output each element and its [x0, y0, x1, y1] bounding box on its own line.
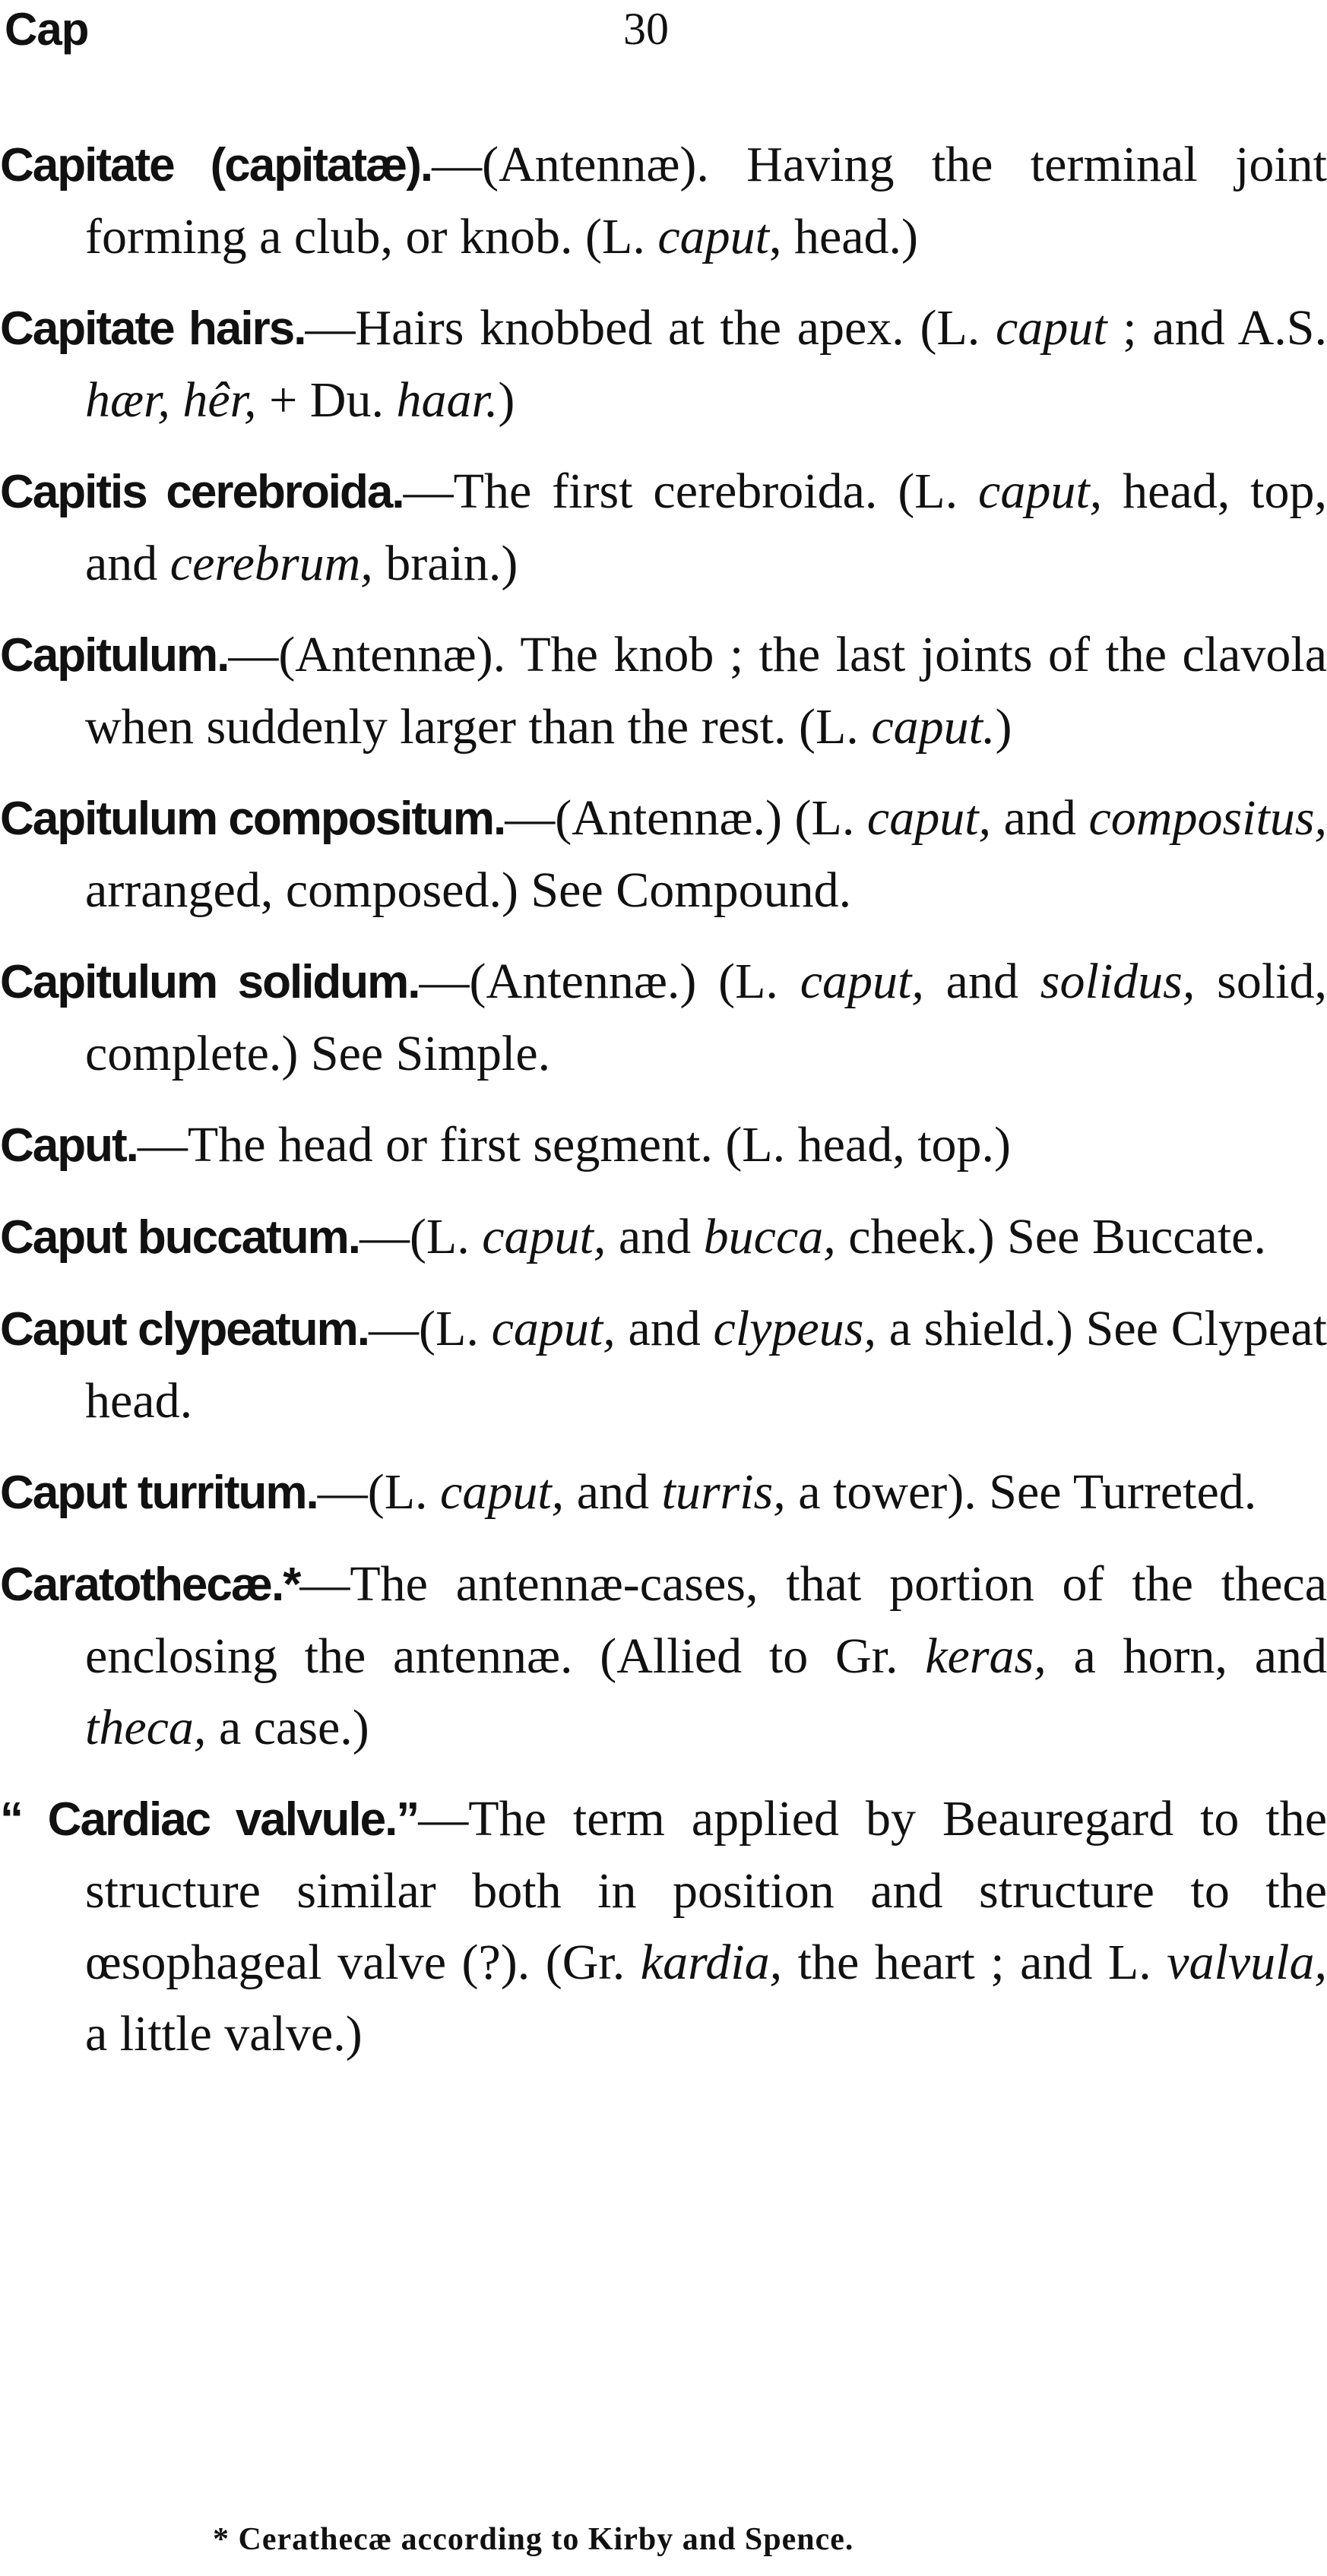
entry-text: ) — [498, 372, 515, 428]
dictionary-entry — [0, 946, 1327, 1090]
entry-text: —(L. — [317, 1464, 441, 1520]
entry-italic: bucca, — [703, 1209, 836, 1264]
entry-italic: clypeus, — [713, 1301, 876, 1356]
entry-text: arranged, composed.) See Compound. — [85, 862, 852, 918]
entry-text: a horn, and — [1046, 1628, 1327, 1684]
entry-headword: Caput buccatum. — [0, 1211, 359, 1264]
entry-headword: Caput turritum. — [0, 1467, 318, 1519]
entry-text: a little valve.) — [85, 2006, 363, 2062]
entry-text: a case.) — [206, 1700, 369, 1755]
entry-italic: caput, — [482, 1209, 606, 1264]
entry-headword: Caput clypeatum. — [0, 1303, 369, 1356]
entry-text: a shield.) See Clypeat head. — [85, 1301, 1327, 1429]
entry-text: head, top, and — [85, 464, 1327, 591]
entry-italic: caput, — [440, 1464, 565, 1520]
dictionary-entry — [0, 1201, 1327, 1274]
entry-text: , head.) — [768, 209, 919, 264]
entry-italic: kardia, — [640, 1935, 783, 1990]
entry-text: —(Antennæ.) (L. — [419, 954, 800, 1009]
entry-text: cheek.) See Buccate. — [835, 1209, 1266, 1264]
page-header — [0, 0, 1327, 68]
entry-italic: caput, — [800, 954, 924, 1009]
entry-italic: compositus, — [1088, 790, 1327, 846]
entry-text: and — [615, 1301, 714, 1356]
dictionary-entry — [0, 1457, 1327, 1529]
entry-text: —The first cerebroida. (L. — [403, 464, 979, 519]
entry-headword: Capitis cerebroida. — [0, 466, 404, 518]
entry-headword: Capitulum compositum. — [0, 793, 505, 845]
entry-text: and — [564, 1464, 662, 1520]
entry-headword: Capitate hairs. — [0, 302, 306, 355]
entry-text: brain.) — [372, 536, 518, 591]
entry-text: —Hairs knobbed at the apex. (L. — [305, 300, 996, 356]
entry-text: —(Antennæ). Having the terminal joint forming a club, or knob. (L. — [85, 137, 1327, 264]
dictionary-entry — [0, 129, 1327, 273]
entry-italic: haar. — [396, 372, 499, 428]
dictionary-entry — [0, 1783, 1327, 2070]
entry-italic: cerebrum, — [169, 536, 373, 591]
entry-italic: solidus, — [1040, 954, 1196, 1009]
entry-italic: caput, — [491, 1301, 616, 1356]
entry-italic: valvula, — [1167, 1935, 1327, 1990]
entry-italic: caput — [657, 209, 769, 264]
dictionary-entry — [0, 293, 1327, 436]
entry-text: —The head or first segment. (L. head, top.) — [137, 1117, 1012, 1172]
entry-text: —(L. — [359, 1209, 483, 1264]
entry-text: the heart ; and L. — [782, 1935, 1167, 1990]
entry-text: solid, complete.) See Simple. — [85, 954, 1327, 1081]
entry-text: and — [991, 790, 1089, 846]
entry-text: ; and A.S. — [1107, 300, 1327, 356]
entry-text: —The term applied by Beauregard to the structure similar both in position and structure to the œsophageal valve (?). (Gr. — [85, 1791, 1327, 1990]
entry-text: and — [923, 954, 1040, 1009]
entry-headword: “ Cardiac valvule.” — [0, 1793, 419, 1846]
entry-headword: Caput. — [0, 1119, 138, 1172]
dictionary-entry — [0, 1109, 1327, 1182]
entry-italic: theca, — [85, 1700, 207, 1755]
dictionary-entry — [0, 1549, 1327, 1764]
entry-text: ) — [995, 699, 1012, 755]
entry-italic: hær, hêr, — [85, 372, 257, 428]
footnote: * Cerathecæ according to Kirby and Spence. — [213, 2522, 854, 2557]
entry-text: —(L. — [369, 1301, 492, 1356]
entry-text: and — [606, 1209, 704, 1264]
entry-headword: Capitulum solidum. — [0, 956, 420, 1008]
dictionary-entry — [0, 619, 1327, 763]
dictionary-entry — [0, 783, 1327, 926]
entry-italic: keras, — [925, 1628, 1047, 1684]
entry-headword: Caratothecæ.* — [0, 1559, 300, 1611]
entry-text: + Du. — [256, 372, 397, 428]
entry-italic: turris, — [661, 1464, 786, 1520]
guide-word: Cap — [5, 4, 89, 55]
entry-text: a tower). See Turreted. — [785, 1464, 1257, 1520]
dictionary-entry — [0, 456, 1327, 600]
page-number: 30 — [623, 4, 669, 54]
entry-italic: caput. — [871, 699, 996, 755]
entry-italic: caput, — [978, 464, 1103, 519]
entry-text: —(Antennæ.) (L. — [505, 790, 867, 846]
entry-text: —(Antennæ). The knob ; the last joints of the clavola when suddenly larger than the rest. (L. — [85, 627, 1327, 755]
entry-italic: caput — [995, 300, 1107, 356]
entry-headword: Capitate (capitatæ). — [0, 139, 432, 191]
entry-italic: caput, — [866, 790, 992, 846]
entry-text: —The antennæ-cases, that portion of the theca enclosing the antennæ. (Allied to Gr. — [85, 1556, 1327, 1684]
dictionary-entry — [0, 1293, 1327, 1437]
entry-headword: Capitulum. — [0, 629, 229, 682]
entry-list — [0, 129, 1327, 2090]
